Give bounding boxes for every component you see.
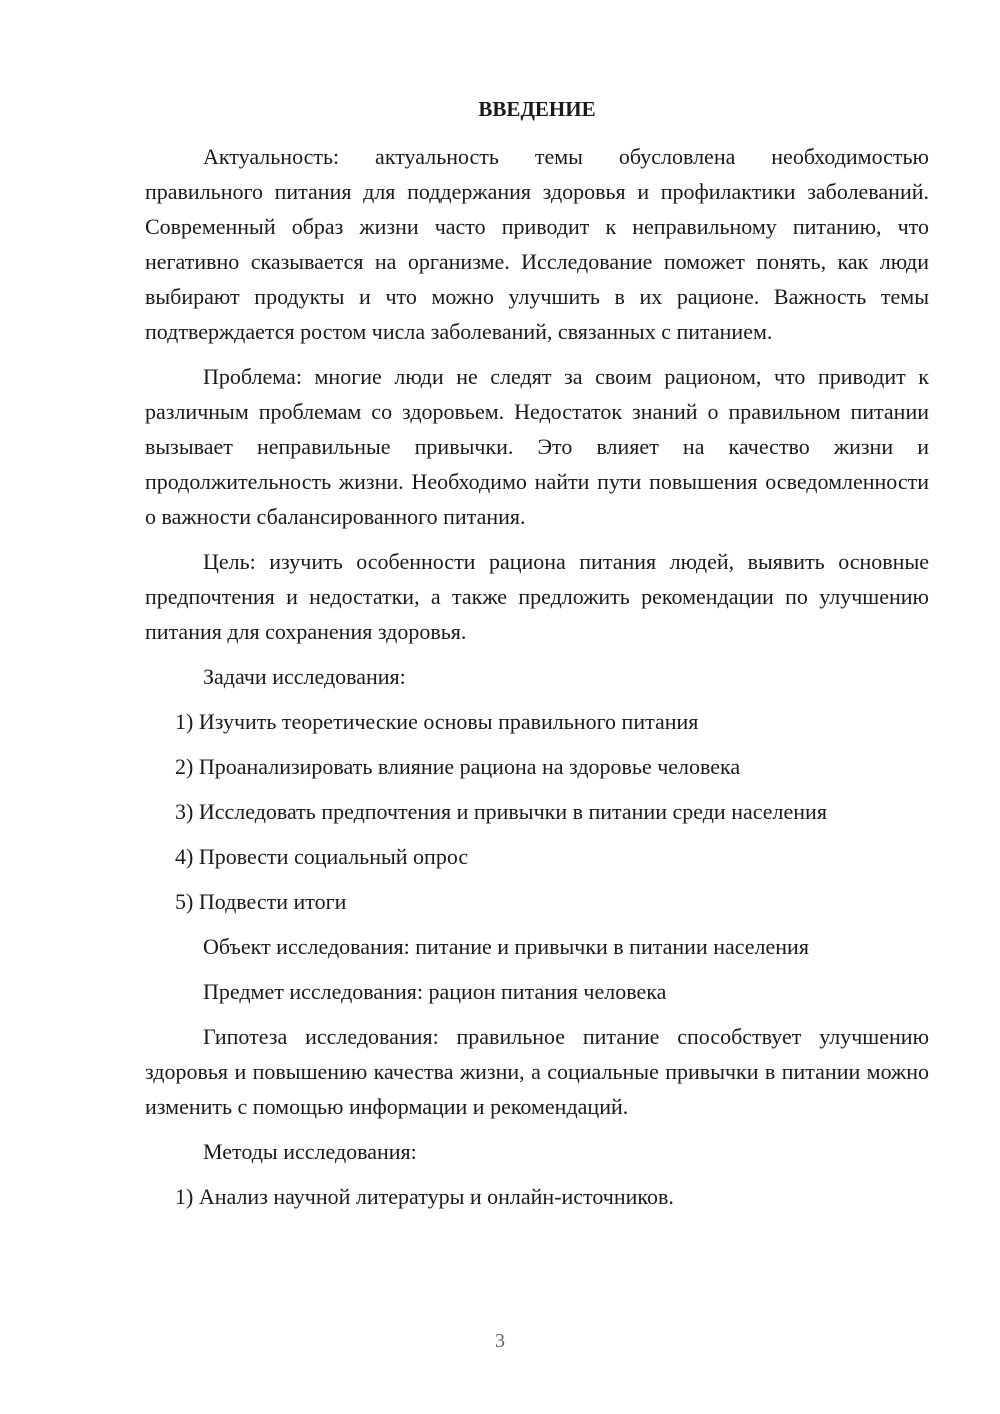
goal-paragraph: Цель: изучить особенности рациона питания людей, выявить основные предпочтения и недостатки, а также предложить рекомендации по улучшению питания для сохранения здоровья. bbox=[145, 549, 929, 644]
tasks-heading: Задачи исследования: bbox=[203, 664, 406, 689]
list-item: 2) Проанализировать влияние рациона на здоровье человека bbox=[175, 754, 741, 779]
relevance-paragraph: Актуальность: актуальность темы обусловлена необходимостью правильного питания для поддержания здоровья и профилактики заболеваний. Современный образ жизни часто приводит к неправильному питанию, что негативно сказывается на организме. Исследование поможет понять, как люди выбирают продукты и что можно улучшить в их рационе. Важность темы подтверждается ростом числа заболеваний, связанных с питанием. bbox=[145, 144, 929, 344]
hypothesis-paragraph: Гипотеза исследования: правильное питание способствует улучшению здоровья и повышению качества жизни, а социальные привычки в питании можно изменить с помощью информации и рекомендаций. bbox=[145, 1024, 929, 1119]
list-item: 3) Исследовать предпочтения и привычки в питании среди населения bbox=[175, 799, 827, 824]
problem-paragraph: Проблема: многие люди не следят за своим рационом, что приводит к различным проблемам со здоровьем. Недостаток знаний о правильном питании вызывает неправильные привычки. Это влияет на качество жизни и продолжительность жизни. Необходимо найти пути повышения осведомленности о важности сбалансированного питания. bbox=[145, 364, 929, 529]
document-page bbox=[145, 92, 929, 1224]
section-title: ВВЕДЕНИЕ bbox=[478, 97, 596, 121]
subject-line: Предмет исследования: рацион питания человека bbox=[203, 979, 667, 1004]
methods-heading: Методы исследования: bbox=[203, 1139, 417, 1164]
list-item: 1) Изучить теоретические основы правильного питания bbox=[175, 709, 699, 734]
object-line: Объект исследования: питание и привычки в питании населения bbox=[203, 934, 809, 959]
list-item: 5) Подвести итоги bbox=[175, 889, 347, 914]
list-item: 1) Анализ научной литературы и онлайн-источников. bbox=[175, 1184, 674, 1209]
methods-list bbox=[145, 1179, 929, 1214]
page-number: 3 bbox=[495, 1330, 505, 1352]
list-item: 4) Провести социальный опрос bbox=[175, 844, 469, 869]
tasks-list bbox=[145, 704, 929, 919]
